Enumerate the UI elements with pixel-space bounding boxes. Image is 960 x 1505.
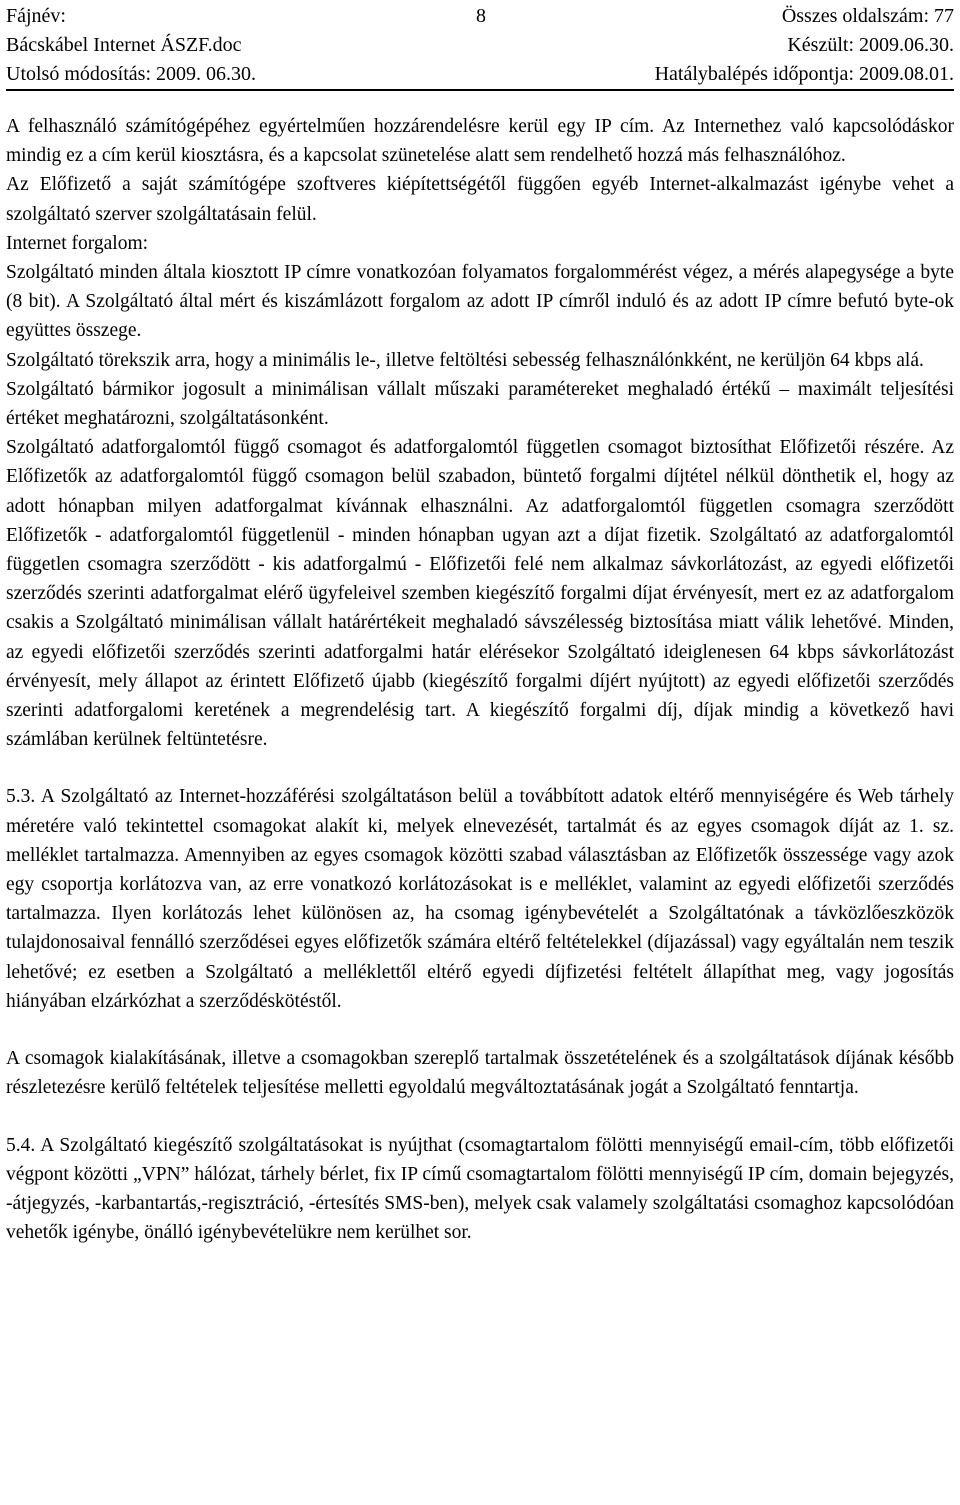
page-number: 8 bbox=[476, 5, 486, 27]
header-row-2 bbox=[6, 31, 954, 60]
last-modified: Utolsó módosítás: 2009. 06.30. bbox=[6, 63, 257, 85]
paragraph-ip-assignment: A felhasználó számítógépéhez egyértelműen hozzárendelésre kerül egy IP cím. Az Internethez való kapcsolódáskor mindig ez a cím kerül kiosztásra, és a kapcsolat szünetelése alatt sem rendelhető hozzá más felhasználóhoz. bbox=[6, 116, 954, 167]
paragraph-internet-applications: Az Előfizető a saját számítógépe szoftveres kiépítettségétől függően egyéb Internet-alkalmazást igénybe vehet a szolgáltató szerver szolgáltatásain felül. bbox=[6, 174, 954, 225]
file-label: Fájnév: bbox=[6, 5, 66, 27]
paragraph-section-5-3: 5.3. A Szolgáltató az Internet-hozzáférési szolgáltatáson belül a továbbított adatok eltérő mennyiségére és Web tárhely méretére való tekintettel csomagokat alakít ki, melyek elnevezését, tartalmát és az egyes csomagok díját az 1. sz. melléklet tartalmazza. Amennyiben az egyes csomagok közötti szabad választásban az Előfizetők összessége vagy azok egy csoportja korlátozva van, az erre vonatkozó korlátozásokat is e melléklet, valamint az egyedi előfizetői szerződés tartalmazza. Ilyen korlátozás lehet különösen az, ha csomag igénybevételét a Szolgáltatónak a távközlőeszközök tulajdonosaival fennálló szerződései egyes előfizetők számára eltérő feltételekkel (díjazással) vagy egyáltalán nem teszik lehetővé; ez esetben a Szolgáltató a melléklettől eltérő egyedi díjfizetési feltételt állapíthat meg, vagy jogosítás hiányában elzárkózhat a szerződéskötéstől. bbox=[6, 786, 954, 1012]
paragraph-package-modification: A csomagok kialakításának, illetve a csomagokban szereplő tartalmak összetételének és a szolgáltatások díjának később részletezésre kerülő feltételek teljesítése melletti egyoldalú megváltoztatásának jogát a Szolgáltató fenntartja. bbox=[6, 1048, 954, 1099]
paragraph-traffic-measurement: Szolgáltató minden általa kiosztott IP címre vonatkozóan folyamatos forgalommérést végez, a mérés alapegysége a byte (8 bit). A Szolgáltató által mért és kiszámlázott forgalom az adott IP címről induló és az adott IP címre befutó byte-ok együttes összege. bbox=[6, 262, 954, 342]
file-name: Bácskábel Internet ÁSZF.doc bbox=[6, 34, 242, 56]
heading-internet-traffic: Internet forgalom: bbox=[6, 232, 149, 254]
document-body bbox=[6, 112, 954, 1247]
paragraph-traffic-packages: Szolgáltató adatforgalomtól függő csomagot és adatforgalomtól független csomagot biztosíthat Előfizetői részére. Az Előfizetők az adatforgalomtól függő csomagon belül szabadon, büntető forgalmi díjtétel nélkül dönthetik el, hogy az adott hónapban milyen adatforgalmat kívánnak elhasználni. Az adatforgalomtól független csomagra szerződött Előfizetők - adatforgalomtól függetlenül - minden hónapban ugyan azt a díjat fizetik. Szolgáltató az adatforgalomtól független csomagra szerződött - kis adatforgalmú - Előfizetői felé nem alkalmaz sávkorlátozást, az egyedi előfizetői szerződés szerinti adatforgalmat elérő ügyfeleivel szemben kiegészítő forgalmi díjat érvényesít, mert ez az adatforgalom csakis a Szolgáltató minimálisan vállalt határértékeit meghaladó sávszélesség biztosítása miatt válik lehetővé. Minden, az egyedi előfizetői szerződés szerinti adatforgalmi határ elérésekor Szolgáltató ideiglenesen 64 kbps sávkorlátozást érvényesít, mely állapot az érintett Előfizető újabb (kiegészítő forgalmi díjért nyújtott) az egyedi előfizetői szerződés szerinti adatforgalomi keretének a megrendelésig tart. A kiegészítő forgalmi díj, díjak mindig a következő havi számlában kerülnek feltüntetésre. bbox=[6, 437, 954, 751]
paragraph-minimum-speed: Szolgáltató törekszik arra, hogy a minimális le-, illetve feltöltési sebesség felhasználónkként, ne kerüljön 64 kbps alá. bbox=[6, 349, 924, 371]
effective-date: Hatálybalépés időpontja: 2009.08.01. bbox=[654, 63, 954, 85]
header-row-3 bbox=[6, 60, 954, 89]
header-divider bbox=[6, 89, 954, 91]
paragraph-section-5-4: 5.4. A Szolgáltató kiegészítő szolgáltatásokat is nyújthat (csomagtartalom fölötti mennyiségű email-cím, több előfizetői végpont közötti „VPN” hálózat, tárhely bérlet, fix IP című csomagtartalom fölötti mennyiségű IP cím, domain bejegyzés, -átjegyzés, -karbantartás,-regisztráció, -értesítés SMS-ben), melyek csak valamely szolgáltatási csomaghoz kapcsolódóan vehetők igénybe, önálló igénybevételükre nem kerülhet sor. bbox=[6, 1134, 954, 1244]
created-date: Készült: 2009.06.30. bbox=[787, 34, 954, 56]
header-row-1 bbox=[6, 2, 954, 31]
total-pages: Összes oldalszám: 77 bbox=[781, 5, 954, 27]
paragraph-max-performance: Szolgáltató bármikor jogosult a minimálisan vállalt műszaki paramétereket meghaladó értékű – maximált teljesítési értéket meghatározni, szolgáltatásonként. bbox=[6, 378, 954, 430]
page-header bbox=[6, 2, 954, 89]
